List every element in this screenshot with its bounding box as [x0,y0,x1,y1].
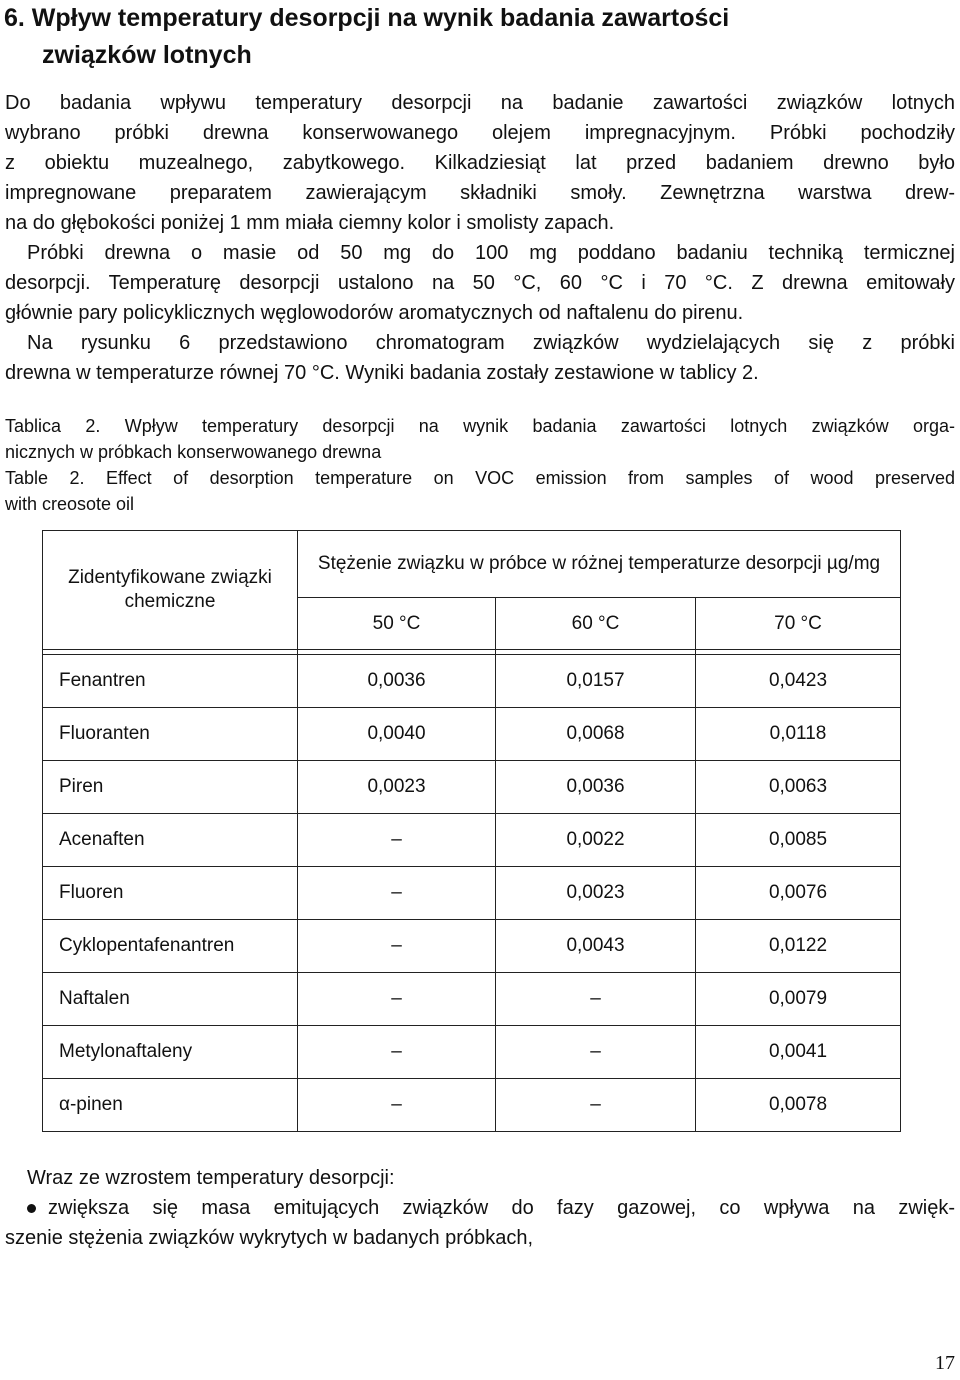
header-temp-70: 70 °C [696,598,901,650]
table-row [43,761,901,814]
table-row [43,867,901,920]
section-heading-line-2: związków lotnych [42,41,252,69]
bullet-icon [27,1204,36,1213]
header-temp-60: 60 °C [496,598,696,650]
table-row [43,1079,901,1132]
table-row [43,1026,901,1079]
table-caption [5,413,955,517]
page-number: 17 [935,1352,955,1374]
compound-name: Fluoranten [43,708,298,761]
bullet-line-1: zwiększa się masa emitujących związków do fazy gazowej, co wpływa na zwięk- [48,1197,955,1219]
value-60: 0,0043 [496,920,696,973]
value-70: 0,0041 [696,1026,901,1079]
table-row [43,708,901,761]
results-table [42,530,901,1132]
table-row [43,920,901,973]
bullet-item [5,1193,955,1223]
value-50: 0,0040 [298,708,496,761]
table-row [43,655,901,708]
value-70: 0,0078 [696,1079,901,1132]
compound-name: Cyklopentafenantren [43,920,298,973]
body-line: impregnowane preparatem zawierającym składniki smoły. Zewnętrzna warstwa drew- [5,182,955,204]
value-50: – [298,1079,496,1132]
conclusion-intro: Wraz ze wzrostem temperatury desorpcji: [27,1167,395,1189]
value-50: – [298,1026,496,1079]
value-60: 0,0157 [496,655,696,708]
value-50: – [298,973,496,1026]
value-70: 0,0122 [696,920,901,973]
value-60: – [496,1079,696,1132]
body-line: głównie pary policyklicznych węglowodorów aromatycznych od naftalenu do pirenu. [5,302,744,324]
body-text [5,88,955,388]
header-concentration: Stężenie związku w próbce w różnej temperaturze desorpcji µg/mg [298,531,901,598]
compound-name: Naftalen [43,973,298,1026]
body-line: drewna w temperaturze równej 70 °C. Wyniki badania zostały zestawione w tablicy 2. [5,362,759,384]
value-70: 0,0085 [696,814,901,867]
compound-name: Piren [43,761,298,814]
value-50: – [298,920,496,973]
value-70: 0,0063 [696,761,901,814]
value-60: 0,0023 [496,867,696,920]
body-line: wybrano próbki drewna konserwowanego olejem impregnacyjnym. Próbki pochodziły [5,122,955,144]
body-line: desorpcji. Temperaturę desorpcji ustalono na 50 °C, 60 °C i 70 °C. Z drewna emitowały [5,272,955,294]
section-heading-line-1: 6. Wpływ temperatury desorpcji na wynik badania zawartości [4,4,730,32]
body-line: z obiektu muzealnego, zabytkowego. Kilkadziesiąt lat przed badaniem drewno było [5,152,955,174]
caption-line-pl: Tablica 2. Wpływ temperatury desorpcji na wynik badania zawartości lotnych związków orga- [5,416,955,436]
value-60: – [496,1026,696,1079]
caption-line-pl: nicznych w próbkach konserwowanego drewna [5,442,382,462]
header-temp-50: 50 °C [298,598,496,650]
compound-name: Metylonaftaleny [43,1026,298,1079]
value-50: – [298,867,496,920]
body-line: na do głębokości poniżej 1 mm miała ciemny kolor i smolisty zapach. [5,212,615,234]
value-50: 0,0036 [298,655,496,708]
value-70: 0,0076 [696,867,901,920]
compound-name: Fluoren [43,867,298,920]
value-60: – [496,973,696,1026]
compound-name: α-pinen [43,1079,298,1132]
value-60: 0,0036 [496,761,696,814]
compound-name: Acenaften [43,814,298,867]
value-70: 0,0423 [696,655,901,708]
conclusion-text [5,1163,955,1253]
value-60: 0,0068 [496,708,696,761]
caption-line-en: with creosote oil [5,494,135,514]
header-compounds: Zidentyfikowane związki chemiczne [43,531,298,650]
value-70: 0,0079 [696,973,901,1026]
table-row [43,973,901,1026]
value-50: – [298,814,496,867]
body-line: Na rysunku 6 przedstawiono chromatogram związków wydzielających się z próbki [27,332,955,354]
value-50: 0,0023 [298,761,496,814]
bullet-continuation: szenie stężenia związków wykrytych w badanych próbkach, [5,1227,534,1249]
compound-name: Fenantren [43,655,298,708]
body-line: Do badania wpływu temperatury desorpcji na badanie zawartości związków lotnych [5,92,955,114]
table-row [43,814,901,867]
table-header-row [43,531,901,598]
body-line: Próbki drewna o masie od 50 mg do 100 mg poddano badaniu techniką termicznej [27,242,955,264]
value-70: 0,0118 [696,708,901,761]
caption-line-en: Table 2. Effect of desorption temperature on VOC emission from samples of wood preserved [5,468,955,488]
value-60: 0,0022 [496,814,696,867]
section-heading [4,0,954,74]
